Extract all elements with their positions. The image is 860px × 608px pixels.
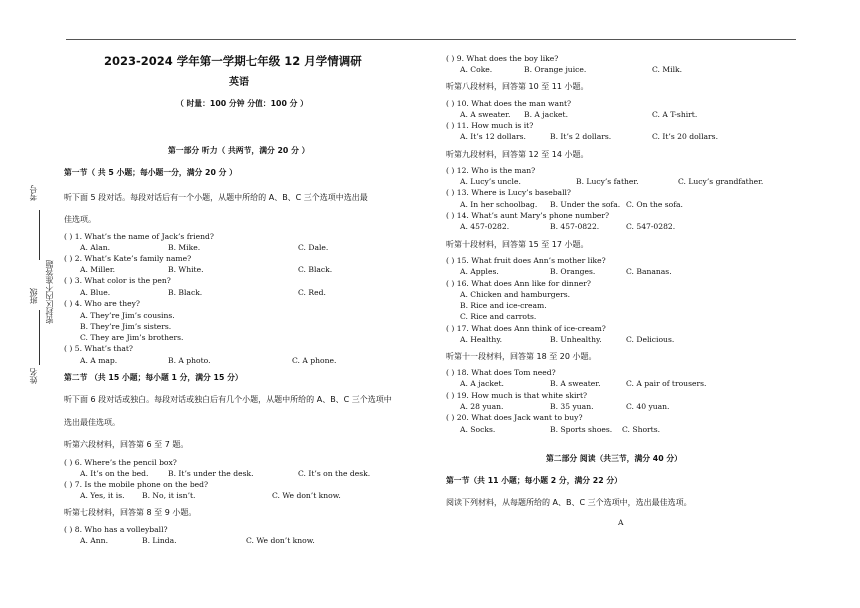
exam-no-label: 考号: [29, 185, 38, 201]
q5-option-a: A. A map.: [80, 356, 118, 365]
q10-option-a: A. A sweater.: [460, 110, 511, 119]
q7-option-a: A. Yes, it is.: [80, 491, 125, 500]
section1-heading: 第一节（ 共 5 小题；每小题一分，满分 20 分 ）: [64, 168, 237, 177]
reading-section1-heading: 第一节（共 11 小题；每小题 2 分，满分 22 分）: [446, 476, 622, 485]
q1-option-b: B. Mike.: [168, 243, 201, 252]
q11-option-b: B. It’s 2 dollars.: [550, 132, 612, 141]
q12-option-a: A. Lucy’s uncle.: [460, 177, 521, 186]
top-rule: [66, 39, 796, 40]
q19-option-c: C. 40 yuan.: [626, 402, 670, 411]
q20-option-b: B. Sports shoes.: [550, 425, 613, 434]
q4-option-c: C. They are Jim’s brothers.: [80, 333, 184, 342]
q14-option-c: C. 547-0282.: [626, 222, 676, 231]
question-13: ( ) 13. Where is Lucy’s baseball?: [446, 188, 572, 197]
q14-option-a: A. 457-0282.: [460, 222, 510, 231]
q11-option-a: A. It’s 12 dollars.: [460, 132, 526, 141]
question-4: ( ) 4. Who are they?: [64, 299, 140, 308]
q9-option-c: C. Milk.: [652, 65, 683, 74]
q2-option-a: A. Miller.: [80, 265, 116, 274]
question-5: ( ) 5. What’s that?: [64, 344, 134, 353]
q9-option-a: A. Coke.: [460, 65, 493, 74]
q12-option-c: C. Lucy’s grandfather.: [678, 177, 764, 186]
q12-option-b: B. Lucy’s father.: [576, 177, 639, 186]
q20-option-c: C. Shorts.: [622, 425, 661, 434]
q17-option-a: A. Healthy.: [460, 335, 503, 344]
material-6-heading: 听第六段材料，回答第 6 至 7 题。: [64, 440, 189, 449]
question-14: ( ) 14. What’s aunt Mary’s phone number?: [446, 211, 610, 220]
section2-instruction-2: 选出最佳选项。: [64, 418, 120, 427]
question-10: ( ) 10. What does the man want?: [446, 99, 572, 108]
q1-option-a: A. Alan.: [80, 243, 111, 252]
material-10-heading: 听第十段材料，回答第 15 至 17 小题。: [446, 240, 589, 249]
class-line: [39, 310, 40, 365]
q19-option-b: B. 35 yuan.: [550, 402, 594, 411]
passage-a-label: A: [618, 518, 624, 527]
q18-option-b: B. A sweater.: [550, 379, 601, 388]
material-11-heading: 听第十一段材料，回答第 18 至 20 小题。: [446, 352, 597, 361]
q2-option-c: C. Black.: [298, 265, 333, 274]
q10-option-c: C. A T-shirt.: [652, 110, 698, 119]
q3-option-c: C. Red.: [298, 288, 326, 297]
question-15: ( ) 15. What fruit does Ann’s mother like?: [446, 256, 606, 265]
question-20: ( ) 20. What does Jack want to buy?: [446, 413, 583, 422]
question-6: ( ) 6. Where’s the pencil box?: [64, 458, 177, 467]
q15-option-b: B. Oranges.: [550, 267, 596, 276]
q20-option-a: A. Socks.: [460, 425, 496, 434]
q18-option-c: C. A pair of trousers.: [626, 379, 707, 388]
q5-option-b: B. A photo.: [168, 356, 211, 365]
q8-option-c: C. We don’t know.: [246, 536, 315, 545]
binding-margin: [0, 160, 60, 420]
q2-option-b: B. White.: [168, 265, 204, 274]
q17-option-c: C. Delicious.: [626, 335, 675, 344]
q3-option-b: B. Black.: [168, 288, 203, 297]
q13-option-a: A. In her schoolbag.: [460, 200, 538, 209]
material-7-heading: 听第七段材料，回答第 8 至 9 小题。: [64, 508, 197, 517]
q7-option-c: C. We don’t know.: [272, 491, 341, 500]
q10-option-b: B. A jacket.: [524, 110, 569, 119]
question-8: ( ) 8. Who has a volleyball?: [64, 525, 168, 534]
q6-option-a: A. It’s on the bed.: [80, 469, 149, 478]
q16-option-a: A. Chicken and hamburgers.: [460, 290, 571, 299]
question-3: ( ) 3. What color is the pen?: [64, 276, 171, 285]
class-label: 班级: [29, 288, 38, 304]
q6-option-c: C. It’s on the desk.: [298, 469, 371, 478]
question-11: ( ) 11. How much is it?: [446, 121, 534, 130]
q18-option-a: A. A jacket.: [460, 379, 504, 388]
q16-option-b: B. Rice and ice-cream.: [460, 301, 547, 310]
q8-option-b: B. Linda.: [142, 536, 177, 545]
q7-option-b: B. No, it isn’t.: [142, 491, 196, 500]
q11-option-c: C. It’s 20 dollars.: [652, 132, 718, 141]
q15-option-a: A. Apples.: [460, 267, 499, 276]
section1-instruction-2: 佳选项。: [64, 215, 96, 224]
q4-option-b: B. They’re Jim’s sisters.: [80, 322, 172, 331]
part1-heading: 第一部分 听力（ 共两节，满分 20 分 ）: [168, 146, 310, 155]
question-18: ( ) 18. What does Tom need?: [446, 368, 556, 377]
q16-option-c: C. Rice and carrots.: [460, 312, 537, 321]
material-9-heading: 听第九段材料，回答第 12 至 14 小题。: [446, 150, 589, 159]
section1-instruction: 听下面 5 段对话。每段对话后有一个小题，从题中所给的 A、B、C 三个选项中选出最: [64, 193, 368, 202]
q14-option-b: B. 457-0822.: [550, 222, 600, 231]
q3-option-a: A. Blue.: [80, 288, 111, 297]
q8-option-a: A. Ann.: [80, 536, 108, 545]
question-2: ( ) 2. What’s Kate’s family name?: [64, 254, 192, 263]
question-1: ( ) 1. What’s the name of Jack’s friend?: [64, 232, 214, 241]
exam-no-line: [39, 210, 40, 260]
material-8-heading: 听第八段材料，回答第 10 至 11 小题。: [446, 82, 589, 91]
q1-option-c: C. Dale.: [298, 243, 329, 252]
section2-instruction: 听下面 6 段对话或独白。每段对话或独白后有几个小题，从题中所给的 A、B、C 三个选项中: [64, 395, 392, 404]
q19-option-a: A. 28 yuan.: [460, 402, 504, 411]
question-16: ( ) 16. What does Ann like for dinner?: [446, 279, 591, 288]
q13-option-c: C. On the sofa.: [626, 200, 683, 209]
question-9: ( ) 9. What does the boy like?: [446, 54, 559, 63]
subject-title: 英语: [229, 77, 249, 88]
reading-instruction: 阅读下列材料，从每题所给的 A、B、C 三个选项中，选出最佳选项。: [446, 498, 692, 507]
question-19: ( ) 19. How much is that white skirt?: [446, 391, 588, 400]
part2-heading: 第二部分 阅读（共三节，满分 40 分）: [546, 454, 682, 463]
q13-option-b: B. Under the sofa.: [550, 200, 621, 209]
q6-option-b: B. It’s under the desk.: [168, 469, 254, 478]
q9-option-b: B. Orange juice.: [524, 65, 587, 74]
seal-warning: 密封区内不准答题: [45, 260, 54, 324]
q15-option-c: C. Bananas.: [626, 267, 672, 276]
q5-option-c: C. A phone.: [292, 356, 337, 365]
q4-option-a: A. They’re Jim’s cousins.: [80, 311, 175, 320]
name-label: 姓名: [29, 368, 38, 384]
section2-heading: 第二节 （共 15 小题；每小题 1 分，满分 15 分）: [64, 373, 243, 382]
q17-option-b: B. Unhealthy.: [550, 335, 602, 344]
question-12: ( ) 12. Who is the man?: [446, 166, 536, 175]
question-7: ( ) 7. Is the mobile phone on the bed?: [64, 480, 209, 489]
exam-title: 2023-2024 学年第一学期七年级 12 月学情调研: [104, 54, 362, 68]
time-score: （ 时量：100 分钟 分值：100 分 ）: [176, 99, 308, 108]
question-17: ( ) 17. What does Ann think of ice-cream?: [446, 324, 606, 333]
